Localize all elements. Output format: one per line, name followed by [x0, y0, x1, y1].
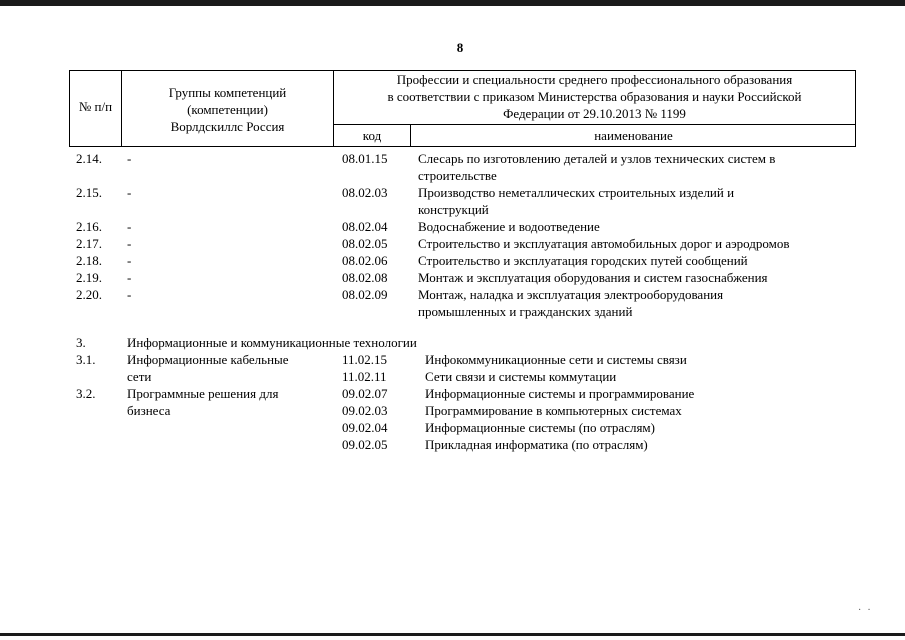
header-name: наименование — [594, 128, 673, 143]
row-group: - — [127, 270, 132, 285]
entry-code: 11.02.11 — [342, 369, 387, 384]
entry-name: Сети связи и системы коммутации — [425, 369, 617, 384]
header-groups — [122, 84, 333, 135]
row-code: 08.01.15 — [342, 151, 388, 166]
entry-code: 09.02.03 — [342, 403, 388, 418]
item-num: 3.2. — [76, 386, 96, 401]
row-name: Строительство и эксплуатация городских путей сообщений — [418, 253, 748, 268]
row-num: 2.14. — [76, 151, 102, 166]
item-num: 3.1. — [76, 352, 96, 367]
header-professions-line: в соответствии с приказом Министерства образования и науки Российской — [387, 89, 802, 104]
section-title: Информационные и коммуникационные технологии — [127, 335, 417, 350]
item-group: Информационные кабельные — [127, 352, 289, 367]
entry-name: Инфокоммуникационные сети и системы связи — [425, 352, 687, 367]
header-professions-line: Федерации от 29.10.2013 № 1199 — [503, 106, 686, 121]
entry-name: Программирование в компьютерных системах — [425, 403, 682, 418]
row-name: Производство неметаллических строительных изделий и — [418, 185, 735, 200]
section-num: 3. — [76, 335, 86, 350]
row-num: 2.15. — [76, 185, 102, 200]
row-num: 2.16. — [76, 219, 102, 234]
entry-name: Прикладная информатика (по отраслям) — [425, 437, 648, 452]
header-groups-line: Ворлдскиллс Россия — [170, 119, 285, 134]
row-name: Монтаж и эксплуатация оборудования и систем газоснабжения — [418, 270, 768, 285]
row-name: промышленных и гражданских зданий — [418, 304, 633, 319]
entry-code: 09.02.07 — [342, 386, 388, 401]
entry-code: 09.02.05 — [342, 437, 388, 452]
header-groups-line: (компетенции) — [187, 102, 268, 117]
header-num: № п/п — [78, 99, 113, 114]
entry-name: Информационные системы (по отраслям) — [425, 420, 655, 435]
scan-border-top — [0, 0, 905, 6]
header-subline — [333, 124, 856, 125]
entry-name: Информационные системы и программирование — [425, 386, 695, 401]
entry-code: 09.02.04 — [342, 420, 388, 435]
header-code: код — [362, 128, 382, 143]
scan-specks: ·· — [858, 605, 877, 616]
row-name: Строительство и эксплуатация автомобильных дорог и аэродромов — [418, 236, 790, 251]
row-name: Монтаж, наладка и эксплуатация электрооборудования — [418, 287, 724, 302]
row-code: 08.02.03 — [342, 185, 388, 200]
entry-code: 11.02.15 — [342, 352, 388, 367]
header-groups-line: Группы компетенций — [168, 85, 287, 100]
row-group: - — [127, 219, 132, 234]
item-group: бизнеса — [127, 403, 171, 418]
header-professions-line: Профессии и специальности среднего профессионального образования — [396, 72, 793, 87]
page-number: 8 — [456, 40, 464, 55]
row-name: Слесарь по изготовлению деталей и узлов технических систем в — [418, 151, 776, 166]
row-code: 08.02.06 — [342, 253, 388, 268]
row-num: 2.18. — [76, 253, 102, 268]
row-group: - — [127, 236, 132, 251]
row-group: - — [127, 253, 132, 268]
row-name: Водоснабжение и водоотведение — [418, 219, 600, 234]
item-group: Программные решения для — [127, 386, 279, 401]
row-name: строительстве — [418, 168, 497, 183]
row-name: конструкций — [418, 202, 489, 217]
row-code: 08.02.09 — [342, 287, 388, 302]
row-num: 2.19. — [76, 270, 102, 285]
row-group: - — [127, 185, 132, 200]
row-num: 2.17. — [76, 236, 102, 251]
row-group: - — [127, 287, 132, 302]
row-group: - — [127, 151, 132, 166]
row-code: 08.02.05 — [342, 236, 388, 251]
header-professions — [334, 71, 855, 122]
item-group: сети — [127, 369, 152, 384]
row-num: 2.20. — [76, 287, 102, 302]
row-code: 08.02.04 — [342, 219, 388, 234]
scan-border-bottom — [0, 633, 905, 636]
row-code: 08.02.08 — [342, 270, 388, 285]
